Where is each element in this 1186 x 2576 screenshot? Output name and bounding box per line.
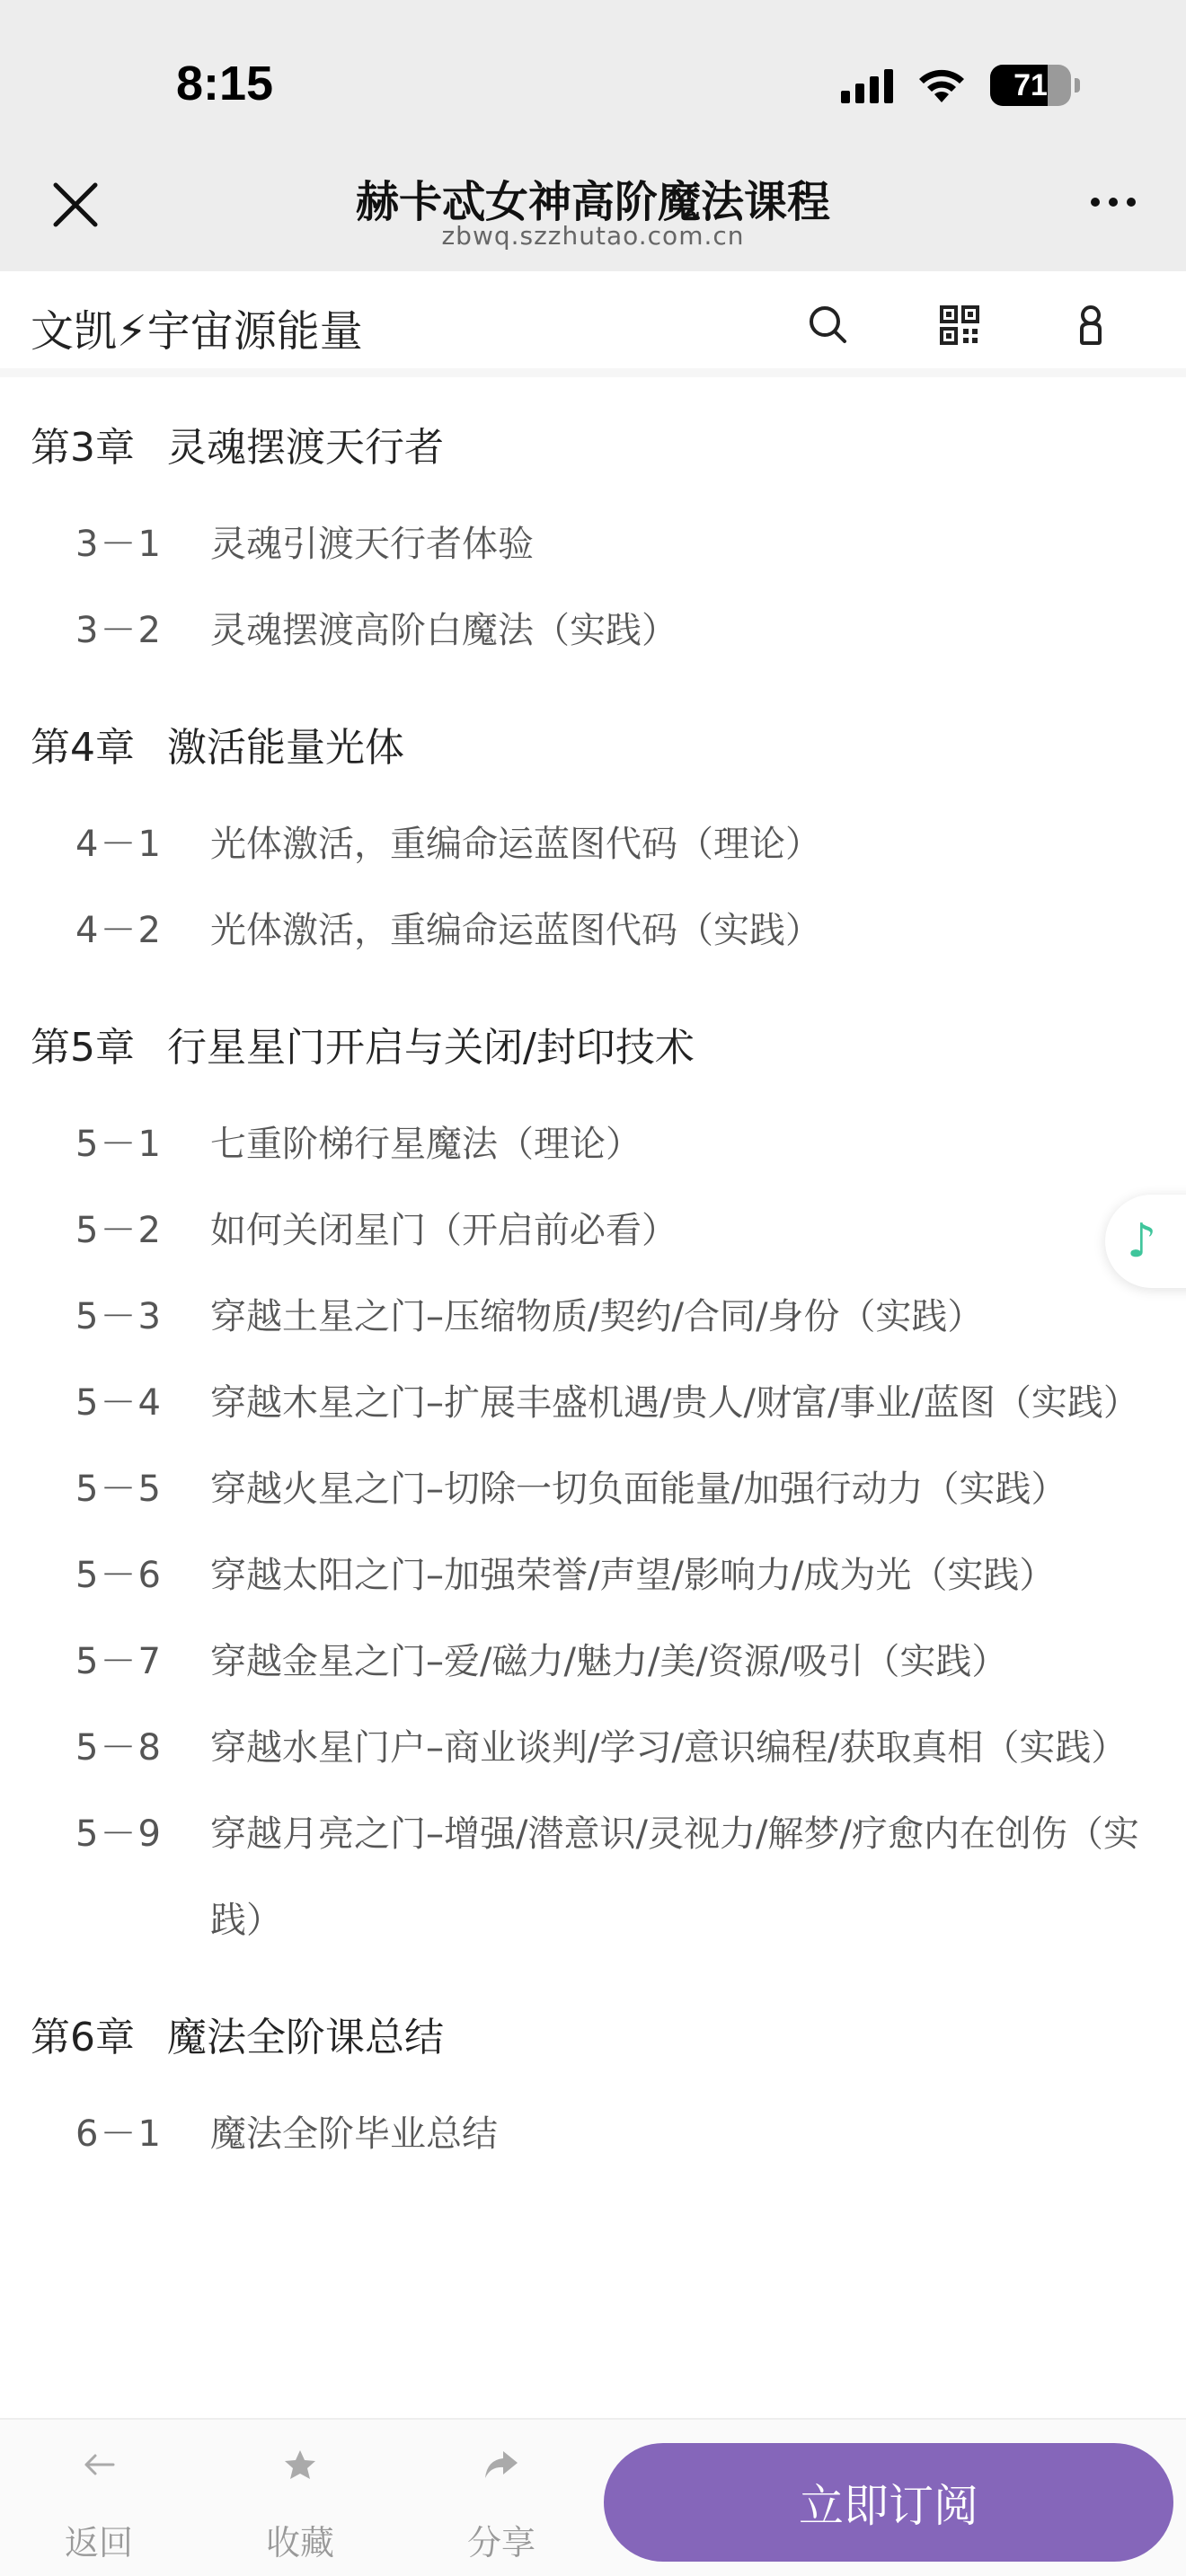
chapter-title[interactable] bbox=[0, 986, 1186, 1101]
chapter bbox=[0, 986, 1186, 1976]
lesson-number: 3－2 bbox=[75, 610, 163, 651]
wifi-icon bbox=[916, 66, 967, 104]
lesson-item[interactable] bbox=[0, 1532, 1186, 1619]
search-icon[interactable] bbox=[801, 298, 855, 352]
dot-icon bbox=[1091, 198, 1100, 207]
page-url: zbwq.szzhutao.com.cn bbox=[441, 221, 745, 251]
chapter-number: 第6章 bbox=[31, 2015, 135, 2060]
chapter bbox=[0, 686, 1186, 986]
lesson-title: 如何关闭星门（开启前必看） bbox=[210, 1210, 677, 1251]
dot-icon bbox=[1109, 198, 1118, 207]
lesson-number: 5－7 bbox=[75, 1641, 163, 1682]
lesson-item[interactable] bbox=[0, 1446, 1186, 1532]
lesson-number: 4－1 bbox=[75, 824, 163, 865]
lesson-number: 5－5 bbox=[75, 1469, 163, 1510]
chapter-name: 行星星门开启与关闭/封印技术 bbox=[167, 1025, 695, 1071]
lesson-title: 穿越木星之门–扩展丰盛机遇/贵人/财富/事业/蓝图（实践） bbox=[210, 1382, 1139, 1424]
lesson-title: 穿越太阳之门–加强荣誉/声望/影响力/成为光（实践） bbox=[210, 1555, 1056, 1596]
cellular-signal-icon bbox=[841, 67, 893, 103]
page-title: 赫卡忒女神高阶魔法课程 bbox=[355, 177, 830, 227]
qr-code-icon[interactable] bbox=[933, 298, 987, 352]
chapter-title[interactable] bbox=[0, 1976, 1186, 2091]
back-button[interactable] bbox=[45, 2439, 153, 2564]
chapter-number: 第3章 bbox=[31, 425, 135, 471]
battery-tip bbox=[1075, 78, 1080, 93]
music-note-icon: ♪ bbox=[1127, 1214, 1157, 1268]
share-button[interactable] bbox=[447, 2439, 555, 2564]
lesson-title: 光体激活，重编命运蓝图代码（理论） bbox=[210, 824, 821, 865]
course-outline bbox=[0, 386, 1186, 2190]
arrow-left-icon bbox=[45, 2439, 153, 2490]
lesson-number: 5－2 bbox=[75, 1210, 163, 1251]
lesson-title: 七重阶梯行星魔法（理论） bbox=[210, 1124, 642, 1165]
status-time: 8:15 bbox=[176, 57, 274, 110]
lesson-item[interactable] bbox=[0, 1101, 1186, 1187]
lesson-item[interactable] bbox=[0, 1360, 1186, 1446]
chapter-title[interactable] bbox=[0, 386, 1186, 501]
lesson-item[interactable] bbox=[0, 501, 1186, 587]
lesson-title: 穿越水星门户–商业谈判/学习/意识编程/获取真相（实践） bbox=[210, 1727, 1128, 1769]
lesson-title: 穿越金星之门–爱/磁力/魅力/美/资源/吸引（实践） bbox=[210, 1641, 1008, 1682]
lesson-number: 5－6 bbox=[75, 1555, 163, 1596]
lesson-item[interactable] bbox=[0, 2091, 1186, 2177]
battery-level: 71 bbox=[1013, 67, 1048, 102]
lesson-number: 5－3 bbox=[75, 1296, 163, 1337]
lesson-item[interactable] bbox=[0, 1274, 1186, 1360]
lesson-item[interactable] bbox=[0, 1619, 1186, 1705]
chapter-name: 激活能量光体 bbox=[167, 725, 404, 771]
more-options-button[interactable] bbox=[1091, 198, 1136, 207]
lesson-item[interactable] bbox=[0, 587, 1186, 674]
chapter-name: 灵魂摆渡天行者 bbox=[167, 425, 444, 471]
chapter bbox=[0, 1976, 1186, 2190]
lesson-item[interactable] bbox=[0, 1187, 1186, 1274]
status-icons bbox=[841, 65, 1080, 106]
lesson-item[interactable] bbox=[0, 801, 1186, 887]
chapter-number: 第5章 bbox=[31, 1025, 135, 1071]
chapter bbox=[0, 386, 1186, 686]
lesson-number: 5－1 bbox=[75, 1124, 163, 1165]
chapter-number: 第4章 bbox=[31, 725, 135, 771]
lesson-title: 穿越月亮之门–增强/潜意识/灵视力/解梦/疗愈内在创伤（实践） bbox=[210, 1813, 1139, 1941]
battery-icon bbox=[990, 65, 1071, 106]
favorite-button[interactable] bbox=[246, 2439, 354, 2564]
lesson-title: 灵魂摆渡高阶白魔法（实践） bbox=[210, 610, 677, 651]
lesson-number: 5－8 bbox=[75, 1727, 163, 1769]
chapter-name: 魔法全阶课总结 bbox=[167, 2015, 444, 2060]
lesson-item[interactable] bbox=[0, 887, 1186, 974]
chapter-title[interactable] bbox=[0, 686, 1186, 801]
lesson-title: 魔法全阶毕业总结 bbox=[210, 2113, 498, 2155]
bottom-action-bar bbox=[0, 2418, 1186, 2576]
lesson-item[interactable] bbox=[0, 1705, 1186, 1791]
star-icon bbox=[246, 2439, 354, 2490]
lesson-number: 3－1 bbox=[75, 524, 163, 565]
user-icon[interactable] bbox=[1064, 298, 1118, 352]
lesson-item[interactable] bbox=[0, 1791, 1186, 1963]
lesson-title: 光体激活，重编命运蓝图代码（实践） bbox=[210, 910, 821, 951]
lesson-title: 穿越火星之门–切除一切负面能量/加强行动力（实践） bbox=[210, 1469, 1067, 1510]
lesson-number: 5－9 bbox=[75, 1813, 163, 1855]
share-arrow-icon bbox=[447, 2439, 555, 2490]
subscribe-button[interactable]: 立即订阅 bbox=[604, 2443, 1173, 2562]
lesson-number: 5－4 bbox=[75, 1382, 163, 1424]
site-name[interactable]: 文凯⚡宇宙源能量 bbox=[31, 306, 363, 357]
lesson-title: 穿越土星之门–压缩物质/契约/合同/身份（实践） bbox=[210, 1296, 984, 1337]
lesson-title: 灵魂引渡天行者体验 bbox=[210, 524, 534, 565]
favorite-label: 收藏 bbox=[265, 2523, 334, 2563]
lesson-number: 6－1 bbox=[75, 2113, 163, 2155]
lesson-number: 4－2 bbox=[75, 910, 163, 951]
browser-header bbox=[0, 0, 1186, 271]
site-header bbox=[0, 271, 1186, 377]
dot-icon bbox=[1127, 198, 1136, 207]
back-label: 返回 bbox=[64, 2523, 133, 2563]
share-label: 分享 bbox=[466, 2523, 535, 2563]
